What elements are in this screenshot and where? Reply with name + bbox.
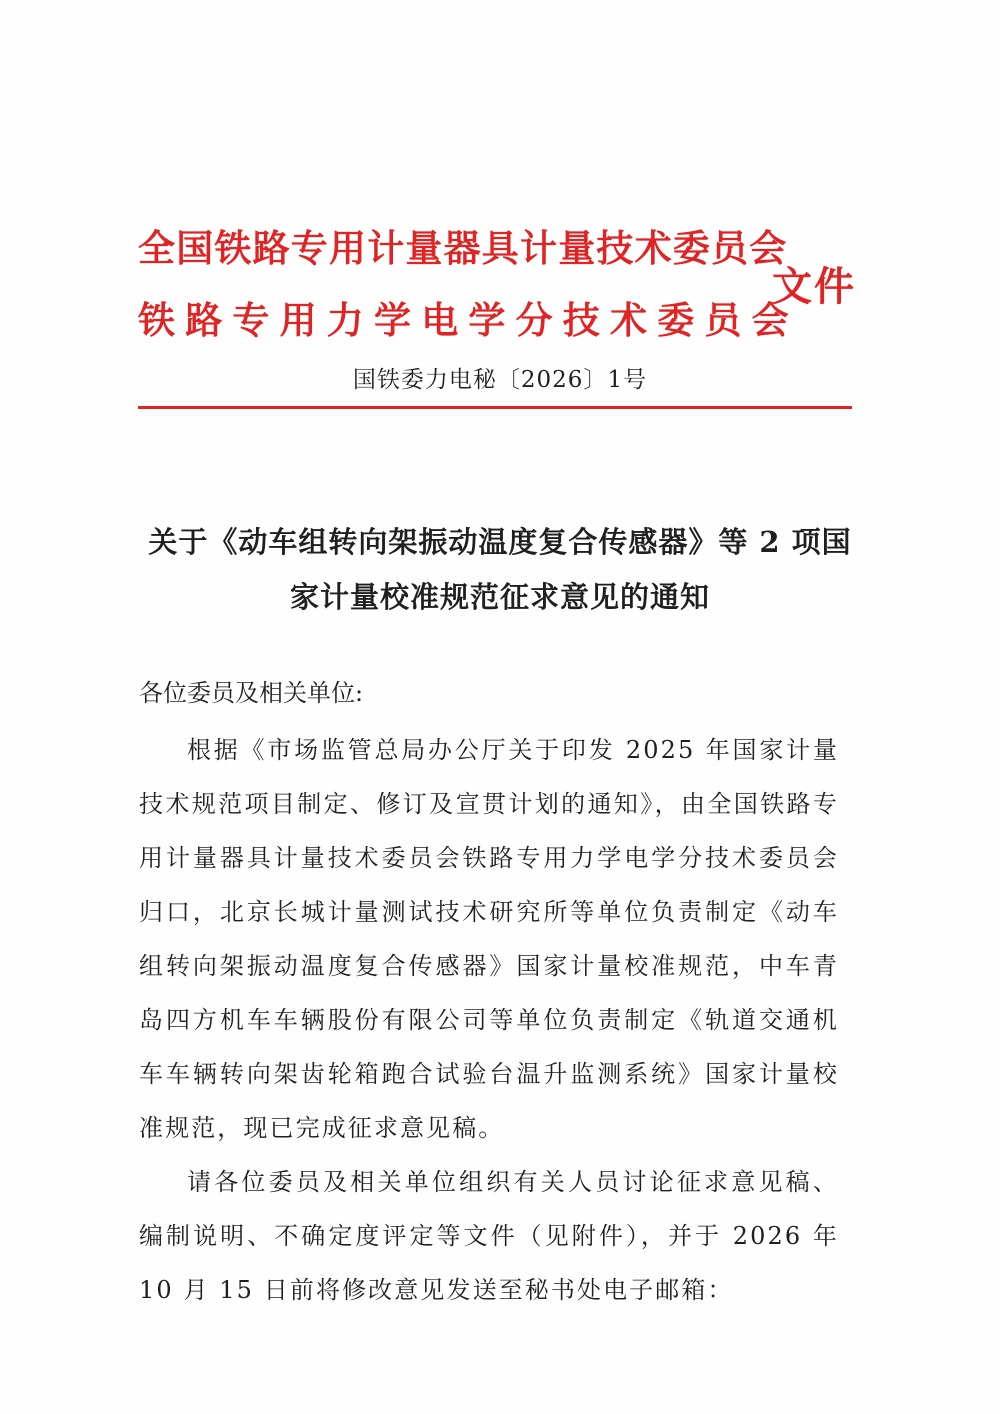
body-paragraph-2: 请各位委员及相关单位组织有关人员讨论征求意见稿、编制说明、不确定度评定等文件（见附件），并于 2026 年 10 月 15 日前将修改意见发送至秘书处电子邮箱： <box>139 1168 839 1304</box>
document-number: 国铁委力电秘〔2026〕1号 <box>352 367 648 393</box>
notice-title-line-2: 家计量校准规范征求意见的通知 <box>289 580 710 614</box>
letterhead-line-1: 全国铁路专用计量器具计量技术委员会 <box>138 226 788 270</box>
notice-title-line-1: 关于《动车组转向架振动温度复合传感器》等 2 项国 <box>148 525 852 559</box>
letterhead-line-2: 铁路专用力学电学分技术委员会 <box>138 298 799 342</box>
red-divider-line <box>138 406 852 409</box>
letterhead-suffix: 文件 <box>772 263 856 310</box>
body-paragraph-1: 根据《市场监管总局办公厅关于印发 2025 年国家计量技术规范项目制定、修订及宣贯计划的通知》，由全国铁路专用计量器具计量技术委员会铁路专用力学电学分技术委员会归口，北京长城计量测试技术研究所等单位负责制定《动车组转向架振动温度复合传感器》国家计量校准规范，中车青岛四方机车车辆股份有限公司等单位负责制定《轨道交通机车车辆转向架齿轮箱跑合试验台温升监测系统》国家计量校准规范，现已完成征求意见稿。 <box>139 736 839 1142</box>
salutation: 各位委员及相关单位: <box>139 679 364 707</box>
